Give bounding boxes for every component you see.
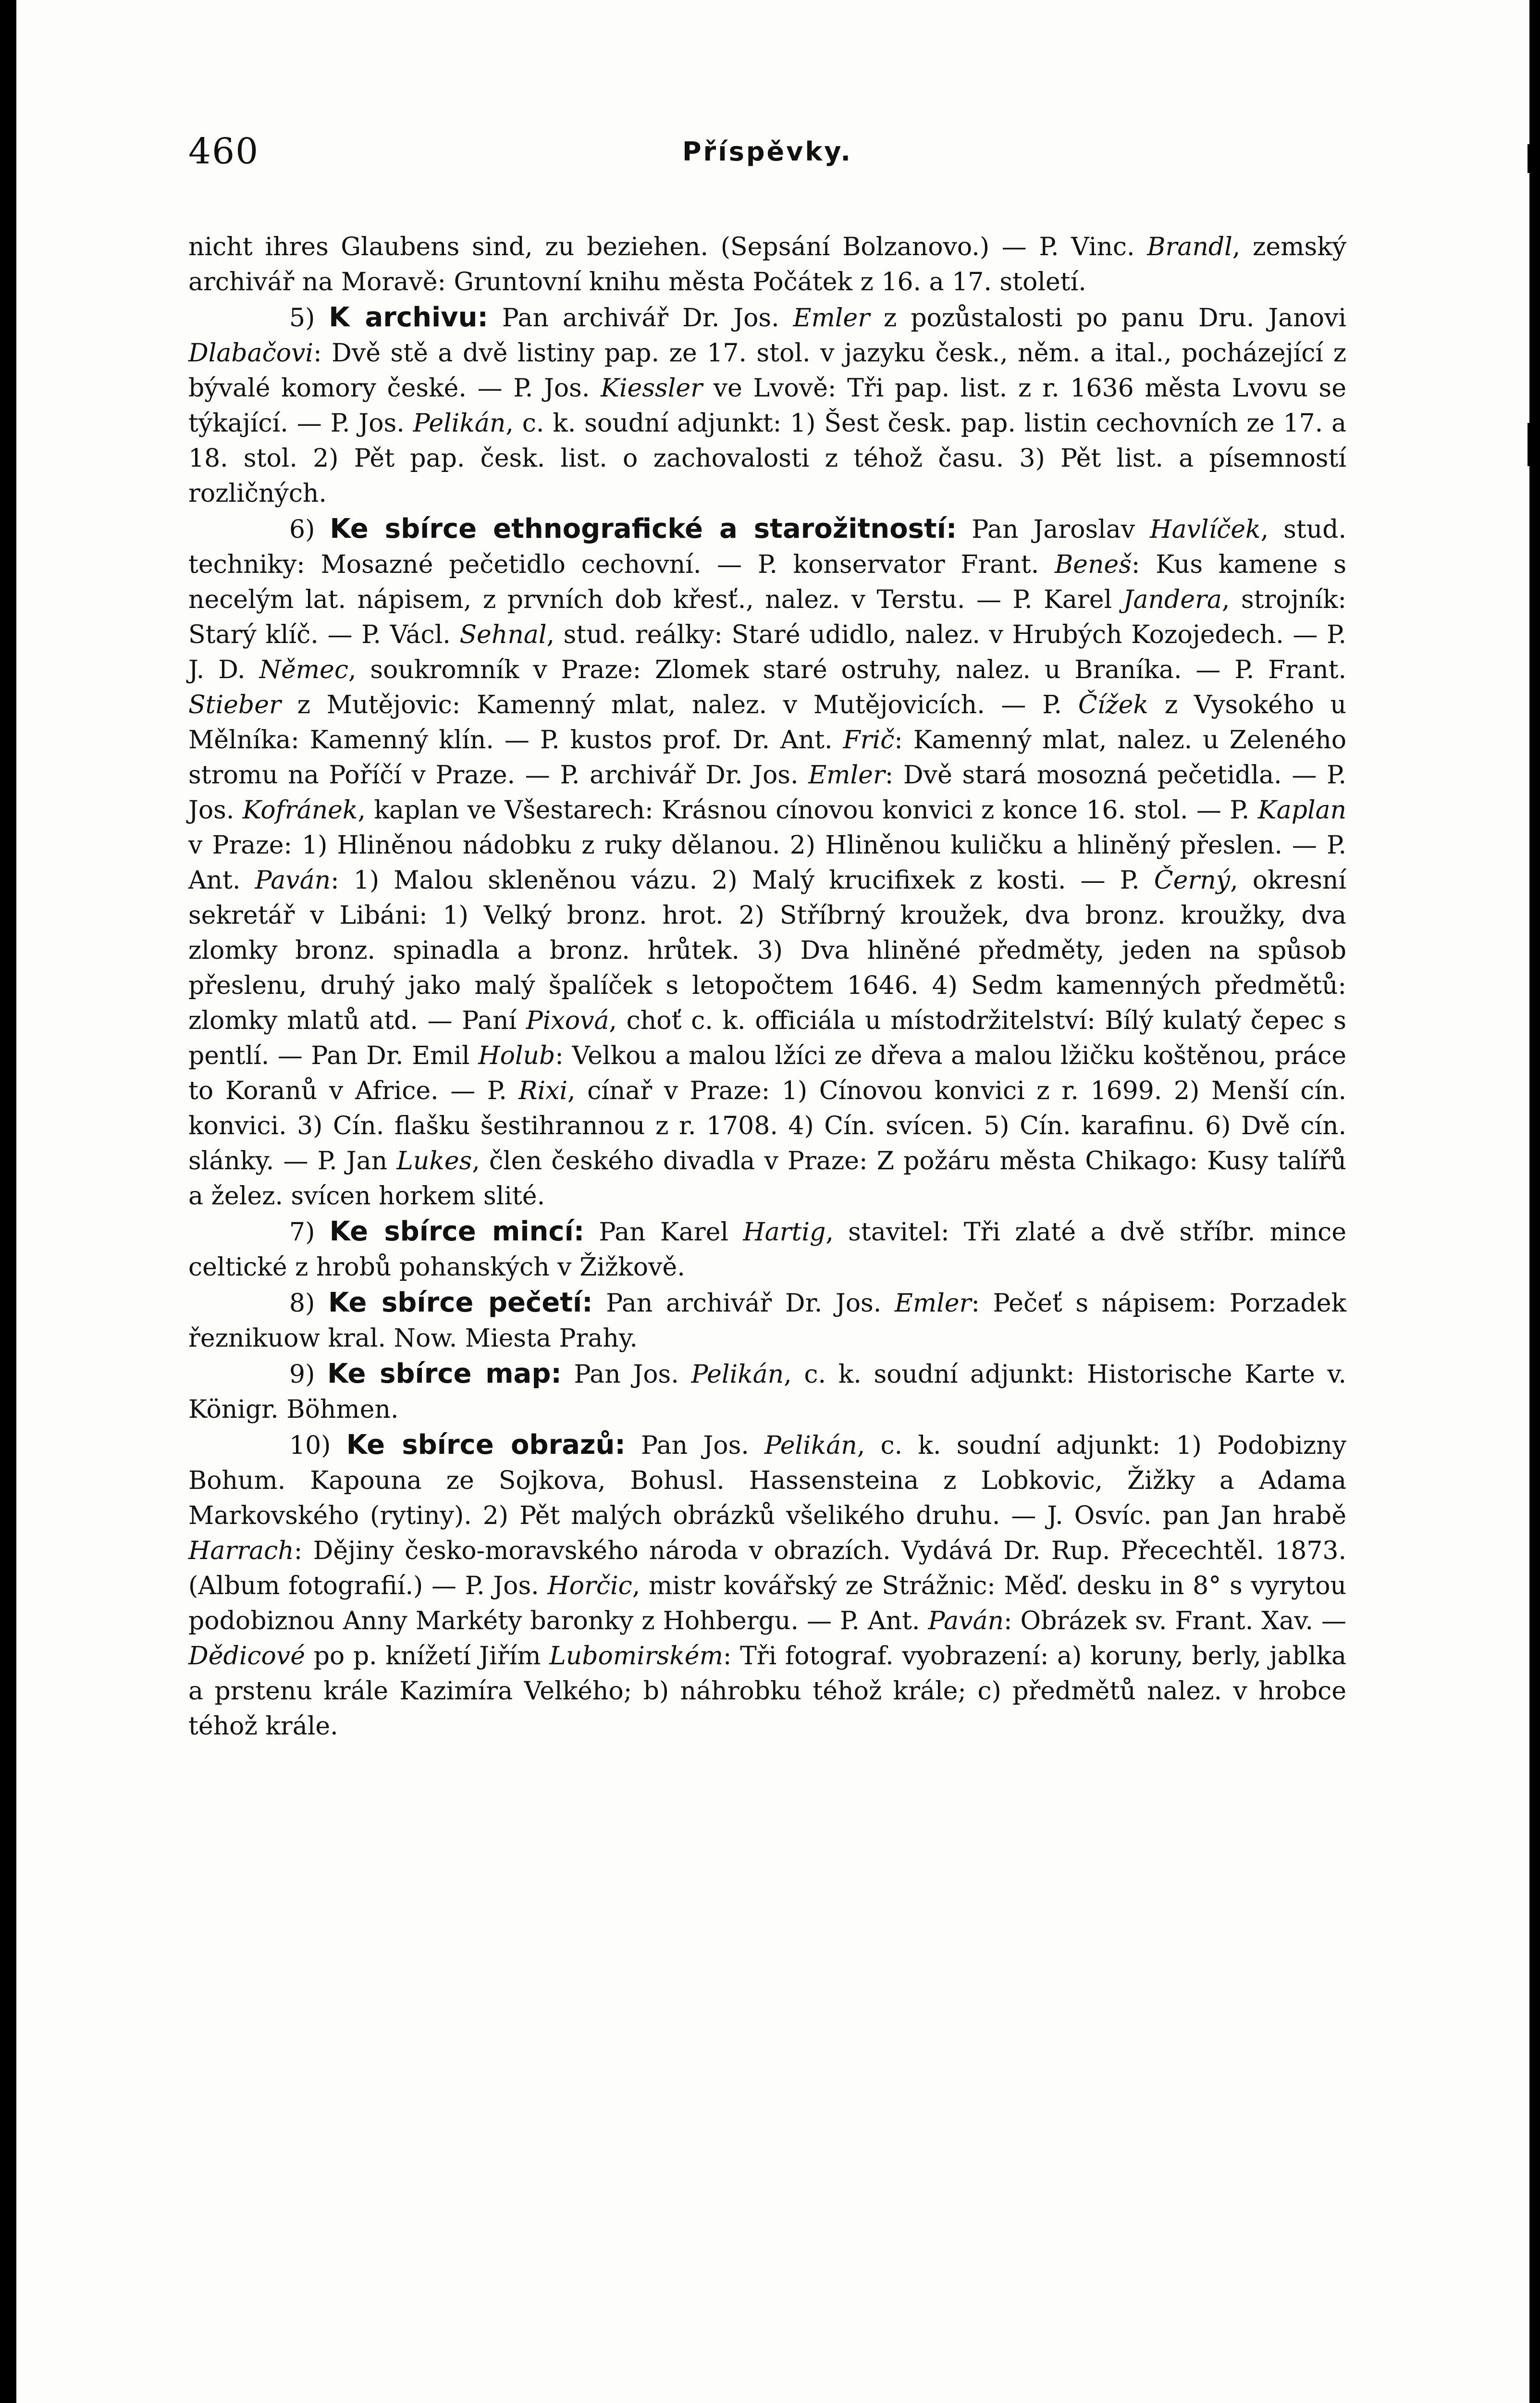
text-run: : Dvě stě a dvě listiny pap. ze 17. stol. v jazyku česk., něm. a ital., pocházející z bývalé komory české. — P. Jos. [188,339,1346,403]
personal-name: Kiessler [601,374,702,403]
paragraph-picture-collection [188,1427,1346,1744]
personal-name: Sehnal [459,620,547,649]
scan-edge-mark [1528,144,1534,173]
text-run: , strojník: Starý klíč. — P. Václ. [188,585,1347,649]
personal-name: Horčic [547,1572,632,1600]
text-run: ve Lvově: Tři pap. list. z r. 1636 města Lvovu se týkající. — P. Jos. [188,374,1347,438]
paragraph-coin-collection [188,1214,1346,1285]
section-heading: Ke sbírce obrazů: [346,1429,626,1461]
text-run: 6) [289,515,330,544]
personal-name: Pixová [526,1006,609,1035]
text-run: : Kamenný mlat, nalez. u Zeleného stromu na Poříčí v Praze. — P. archivář Dr. Jos. [188,726,1346,790]
paragraph-archive [188,300,1346,511]
personal-name: Černý [1154,866,1231,895]
text-run: z pozůstalosti po panu Dru. Janovi [870,304,1346,333]
personal-name: Paván [928,1607,1004,1635]
personal-name: Hartig [743,1218,826,1247]
text-run: , stud. techniky: Mosazné pečetidlo cechovní. — P. konservator Frant. [188,515,1346,579]
text-run: , kaplan ve Všestarech: Krásnou cínovou konvici z konce 16. stol. — P. [357,796,1258,825]
text-run: Pan archivář Dr. Jos. [592,1289,895,1318]
section-heading: Ke sbírce ethnografické a starožitností: [330,513,957,545]
text-run: po p. knížetí Jiřím [305,1642,550,1671]
text-run: 10) [289,1431,346,1460]
page-number: 460 [188,131,259,172]
text-run: , c. k. soudní adjunkt: Historische Karte v. Königr. Böhmen. [188,1360,1346,1424]
text-run: Pan Jaroslav [957,515,1150,544]
personal-name: Emler [793,304,870,333]
personal-name: Beneš [1054,550,1132,579]
text-run: : Pečeť s nápisem: Porzadek řeznikuow kral. Now. Miesta Prahy. [188,1289,1346,1353]
section-heading: Ke sbírce pečetí: [328,1287,593,1318]
section-heading: Ke sbírce map: [327,1358,562,1389]
text-run: , c. k. soudní adjunkt: 1) Šest česk. pap. listin cechovních ze 17. a 18. stol. 2) Pět pap. česk. list. o zachovalosti z téhož času. 3) Pět list. a písemností rozličných. [188,409,1346,508]
paragraph-ethnographic-collection [188,511,1346,1214]
text-run: 7) [289,1218,330,1247]
personal-name: Brandl [1147,233,1232,261]
text-run: 5) [289,304,329,333]
personal-name: Pelikán [764,1431,857,1460]
text-run: z Mutějovic: Kamenný mlat, nalez. v Mutějovicích. — P. [281,691,1078,719]
text-run: Pan Jos. [625,1431,765,1460]
paragraph-map-collection [188,1356,1346,1427]
text-run: : Velkou a malou lžíci ze dřeva a malou lžičku koštěnou, práce to Koranů v Africe. — P. [188,1041,1346,1105]
text-run: Pan Jos. [561,1360,691,1389]
scan-edge-mark [1528,423,1534,466]
body-text [188,230,1346,1744]
text-run: Pan Karel [584,1218,743,1247]
personal-name: Emler [894,1289,972,1318]
personal-name: Pelikán [691,1360,784,1389]
paragraph-continuation [188,230,1346,300]
text-run: , c. k. soudní adjunkt: 1) Podobizny Bohum. Kapouna ze Sojkova, Bohusl. Hassensteina z Lobkovic, Žižky a Adama Markovského (rytiny). 2) Pět malých obrázků všelikého druhu. — J. Osvíc. pan Jan hrabě [188,1431,1347,1530]
personal-name: Rixi [518,1077,568,1105]
text-run: z Vysokého u Mělníka: Kamenný klín. — P. kustos prof. Dr. Ant. [188,691,1346,755]
personal-name: Holub [478,1041,555,1070]
section-heading: K archivu: [329,302,488,333]
personal-name: Jandera [1123,585,1222,614]
text-run: , stavitel: Tři zlaté a dvě stříbr. mince celtické z hrobů pohanských v Žižkově. [188,1218,1346,1282]
text-run: , soukromník v Praze: Zlomek staré ostruhy, nalez. u Braníka. — P. Frant. [348,656,1347,684]
text-run: , zemský archivář na Moravě: Gruntovní knihu města Počátek z 16. a 17. století. [188,233,1347,297]
personal-name: Lubomirském [549,1642,723,1671]
scan-border-left [0,0,16,2403]
text-run: 9) [289,1360,328,1389]
text-run: , mistr kovářský ze Strážnic: Měď. desku in 8° s vyrytou podobiznou Anny Markéty baronky z Hohbergu. — P. Ant. [188,1572,1347,1635]
personal-name: Pelikán [413,409,506,438]
personal-name: Dlabačovi [188,339,314,368]
text-run: : 1) Malou skleněnou vázu. 2) Malý krucifixek z kosti. — P. [331,866,1154,895]
page-header [188,131,1346,188]
personal-name: Kaplan [1257,796,1346,825]
section-heading: Ke sbírce mincí: [329,1216,585,1247]
text-run: , stud. reálky: Staré udidlo, nalez. v Hrubých Kozojedech. — P. J. D. [188,620,1346,684]
personal-name: Paván [255,866,331,895]
personal-name: Harrach [188,1536,294,1565]
personal-name: Dědicové [188,1642,305,1671]
text-run: , člen českého divadla v Praze: Z požáru města Chikago: Kusy talířů a želez. svícen horkem slité. [188,1147,1346,1211]
text-run: 8) [289,1289,328,1318]
personal-name: Kofránek [242,796,358,825]
personal-name: Frič [843,726,895,755]
text-run: : Tři fotograf. vyobrazení: a) koruny, berly, jablka a prstenu krále Kazimíra Velkého; b) náhrobku téhož krále; c) předmětů nalez. v hrobce téhož krále. [188,1642,1346,1741]
personal-name: Havlíček [1150,515,1261,544]
text-run: : Dějiny česko-moravského národa v obrazích. Vydává Dr. Rup. Přecechtěl. 1873. (Album fotografií.) — P. Jos. [188,1536,1346,1600]
text-run: , okresní sekretář v Libáni: 1) Velký bronz. hrot. 2) Stříbrný kroužek, dva bronz. kroužky, dva zlomky bronz. spinadla a bronz. hrůtek. 3) Dva hliněné předměty, jeden na spůsob přeslenu, druhý jako malý špalíček s letopočtem 1646. 4) Sedm kamenných předmětů: zlomky mlatů atd. — Paní [188,866,1346,1035]
paragraph-seal-collection [188,1285,1346,1356]
running-head: Příspěvky. [682,136,852,167]
text-run: : Obrázek sv. Frant. Xav. — [1003,1607,1346,1635]
personal-name: Němec [259,656,348,684]
text-run: : Dvě stará mosozná pečetidla. — P. Jos. [188,761,1346,825]
personal-name: Stieber [188,691,281,719]
personal-name: Čížek [1078,691,1148,719]
scan-border-right [1529,0,1540,2403]
personal-name: Emler [808,761,885,790]
text-run: Pan archivář Dr. Jos. [488,304,793,333]
text-run: : Kus kamene s necelým lat. nápisem, z prvních dob křesť., nalez. v Terstu. — P. Karel [188,550,1347,614]
text-run: , cínař v Praze: 1) Cínovou konvici z r. 1699. 2) Menší cín. konvici. 3) Cín. flašku šestihrannou z r. 1708. 4) Cín. svícen. 5) Cín. karafinu. 6) Dvě cín. slánky. — P. Jan [188,1077,1346,1176]
text-run: nicht ihres Glaubens sind, zu beziehen. (Sepsání Bolzanovo.) — P. Vinc. [188,233,1147,261]
text-run: , choť c. k. officiála u místodržitelství: Bílý kulatý čepec s pentlí. — Pan Dr. Emil [188,1006,1346,1070]
personal-name: Lukes [396,1147,472,1176]
text-run: v Praze: 1) Hliněnou nádobku z ruky dělanou. 2) Hliněnou kuličku a hliněný přeslen. — P. Ant. [188,831,1346,895]
